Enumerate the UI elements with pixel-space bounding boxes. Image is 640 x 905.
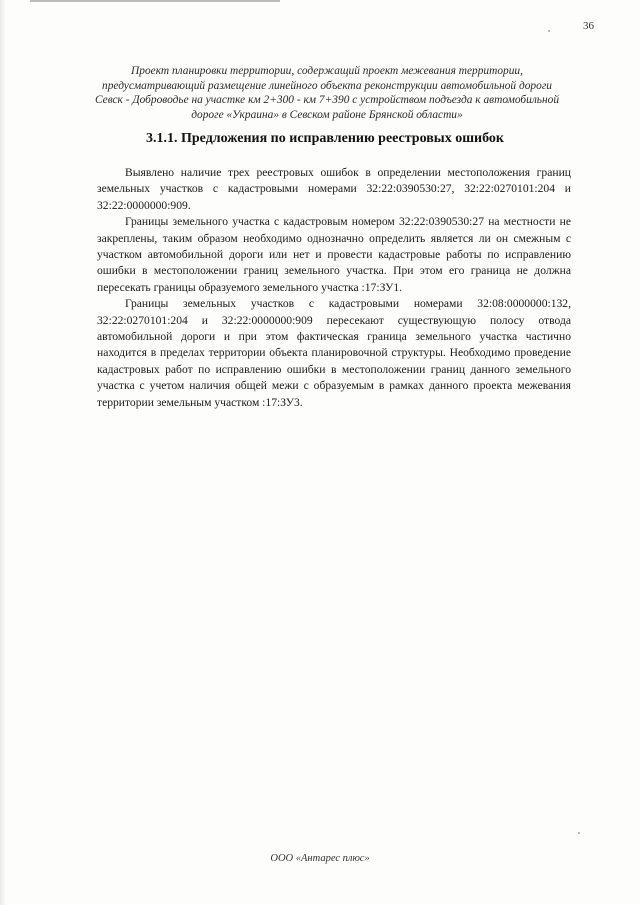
page-number: 36 bbox=[583, 20, 594, 32]
scan-shadow-edge bbox=[0, 0, 6, 905]
body-text bbox=[97, 165, 571, 411]
scan-top-stripe bbox=[30, 0, 280, 2]
scan-speck bbox=[578, 832, 580, 834]
page-footer: ООО «Антарес плюс» bbox=[270, 853, 370, 864]
paragraph: Границы земельных участков с кадастровыми номерами 32:08:0000000:132, 32:22:0270101:204 и 32:22:0000000:909 пересекают существующую полосу отвода автомобильной дороги и при этом фактическая граница земельного участка частично находится в пределах территории объекта планировочной структуры. Необходимо проведение кадастровых работ по исправлению ошибки в местоположении границ данного земельного участка с учетом наличия общей межи с образуемым в рамках данного проекта межевания территории земельным участком :17:ЗУ3. bbox=[97, 297, 571, 409]
scan-speck bbox=[548, 30, 550, 32]
paragraph: Границы земельного участка с кадастровым номером 32:22:0390530:27 на местности не закреплены, таким образом необходимо однозначно определить является ли он смежным с участком автомобильной дороги или нет и провести кадастровые работы по исправлению ошибки в местоположении границ земельного участка. При этом его граница не должна пересекать границы образуемого земельного участка :17:ЗУ1. bbox=[97, 215, 571, 294]
paragraph: Выявлено наличие трех реестровых ошибок в определении местоположения границ земельных участков с кадастровыми номерами 32:22:0390530:27, 32:22:0270101:204 и 32:22:0000000:909. bbox=[97, 166, 571, 212]
section-title: 3.1.1. Предложения по исправлению реестровых ошибок bbox=[146, 131, 504, 146]
document-header-note: Проект планировки территории, содержащий проект межевания территории, предусматривающий размещение линейного объекта реконструкции автомобильной дороги Севск - Доброводье на участке км 2+300 - км 7+390 с устройством подъезда к автомобильной дороге «Украина» в Севском районе Брянской области» bbox=[94, 65, 560, 121]
